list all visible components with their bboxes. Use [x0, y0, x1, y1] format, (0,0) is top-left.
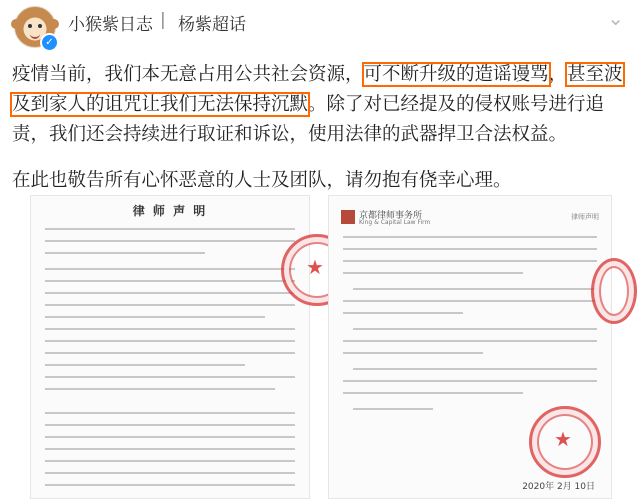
avatar-eye-left — [28, 24, 32, 28]
document-text-line — [353, 288, 597, 290]
document-text-line — [343, 380, 597, 382]
chevron-down-icon[interactable]: ⌄ — [607, 6, 624, 30]
post-text: ， — [548, 64, 568, 85]
document-text-line — [343, 392, 523, 394]
header-separator: | — [160, 10, 166, 30]
document-text-line — [45, 304, 295, 306]
document-text-line — [45, 292, 295, 294]
document-text-line — [45, 280, 295, 282]
document-text-line — [343, 260, 597, 262]
document-text-line — [353, 368, 597, 370]
seal-stamp-partial — [591, 258, 637, 324]
document-text-line — [45, 484, 295, 486]
post-text: 。除了对已经提及的侵权账号进行追责，我们还会持续进行取证和诉讼，使用法律的武器捍卫合法权益。 — [12, 94, 605, 145]
seal-stamp: ★ — [281, 234, 353, 306]
account-name[interactable]: 小猴紫日志 — [68, 15, 153, 35]
document-text-line — [45, 424, 295, 426]
document-text-line — [343, 340, 597, 342]
highlighted-phrase: 可不断升级的造谣谩骂 — [363, 64, 549, 85]
document-text-line — [353, 328, 597, 330]
document-text-line — [45, 388, 275, 390]
document-text-line — [343, 236, 597, 238]
document-text-line — [45, 436, 295, 438]
law-firm-logo-icon — [341, 210, 355, 224]
document-date: 2020年 2月 10日 — [522, 482, 595, 492]
seal-stamp: ★ — [529, 406, 601, 478]
document-text-line — [343, 300, 597, 302]
post-paragraph-2: 在此也敬告所有心怀恶意的人士及团队，请勿抱有侥幸心理。 — [12, 170, 512, 191]
document-text-line — [45, 460, 295, 462]
document-text-line — [45, 376, 295, 378]
document-text-line — [45, 448, 295, 450]
law-firm-name: 京都律师事务所 — [359, 211, 423, 221]
document-text-line — [45, 316, 265, 318]
document-text-line — [45, 252, 205, 254]
verified-badge-icon: ✓ — [40, 33, 59, 52]
avatar-ear-right — [49, 19, 59, 29]
document-text-line — [343, 312, 463, 314]
lawyer-statement-image-right[interactable] — [328, 195, 612, 499]
document-text-line — [45, 472, 295, 474]
document-text-line — [45, 240, 295, 242]
document-text-line — [45, 412, 295, 414]
law-firm-name-en: King & Capital Law Firm — [359, 219, 431, 226]
document-text-line — [45, 340, 295, 342]
document-text-line — [343, 352, 483, 354]
document-text-line — [45, 364, 245, 366]
avatar-mouth — [30, 32, 40, 39]
post-paragraph-1 — [12, 60, 628, 150]
post-images — [0, 187, 640, 497]
highlighted-phrase: 甚至波及到家人的诅咒让我们无法保持沉默 — [12, 64, 623, 115]
post-text: 疫情当前，我们本无意占用公共社会资源， — [12, 64, 364, 85]
avatar-ear-left — [11, 19, 21, 29]
post-header — [0, 0, 640, 52]
document-title: 律 师 声 明 — [132, 204, 208, 218]
document-text-line — [343, 248, 597, 250]
document-text-line — [45, 228, 295, 230]
document-text-line — [343, 272, 523, 274]
topic-link[interactable]: 杨紫超话 — [178, 15, 246, 35]
document-text-line — [45, 268, 295, 270]
document-label: 律师声明 — [571, 213, 599, 221]
document-text-line — [45, 352, 295, 354]
lawyer-statement-image-left[interactable] — [30, 195, 324, 499]
document-text-line — [353, 408, 433, 410]
document-text-line — [45, 328, 295, 330]
avatar-eye-right — [38, 24, 42, 28]
